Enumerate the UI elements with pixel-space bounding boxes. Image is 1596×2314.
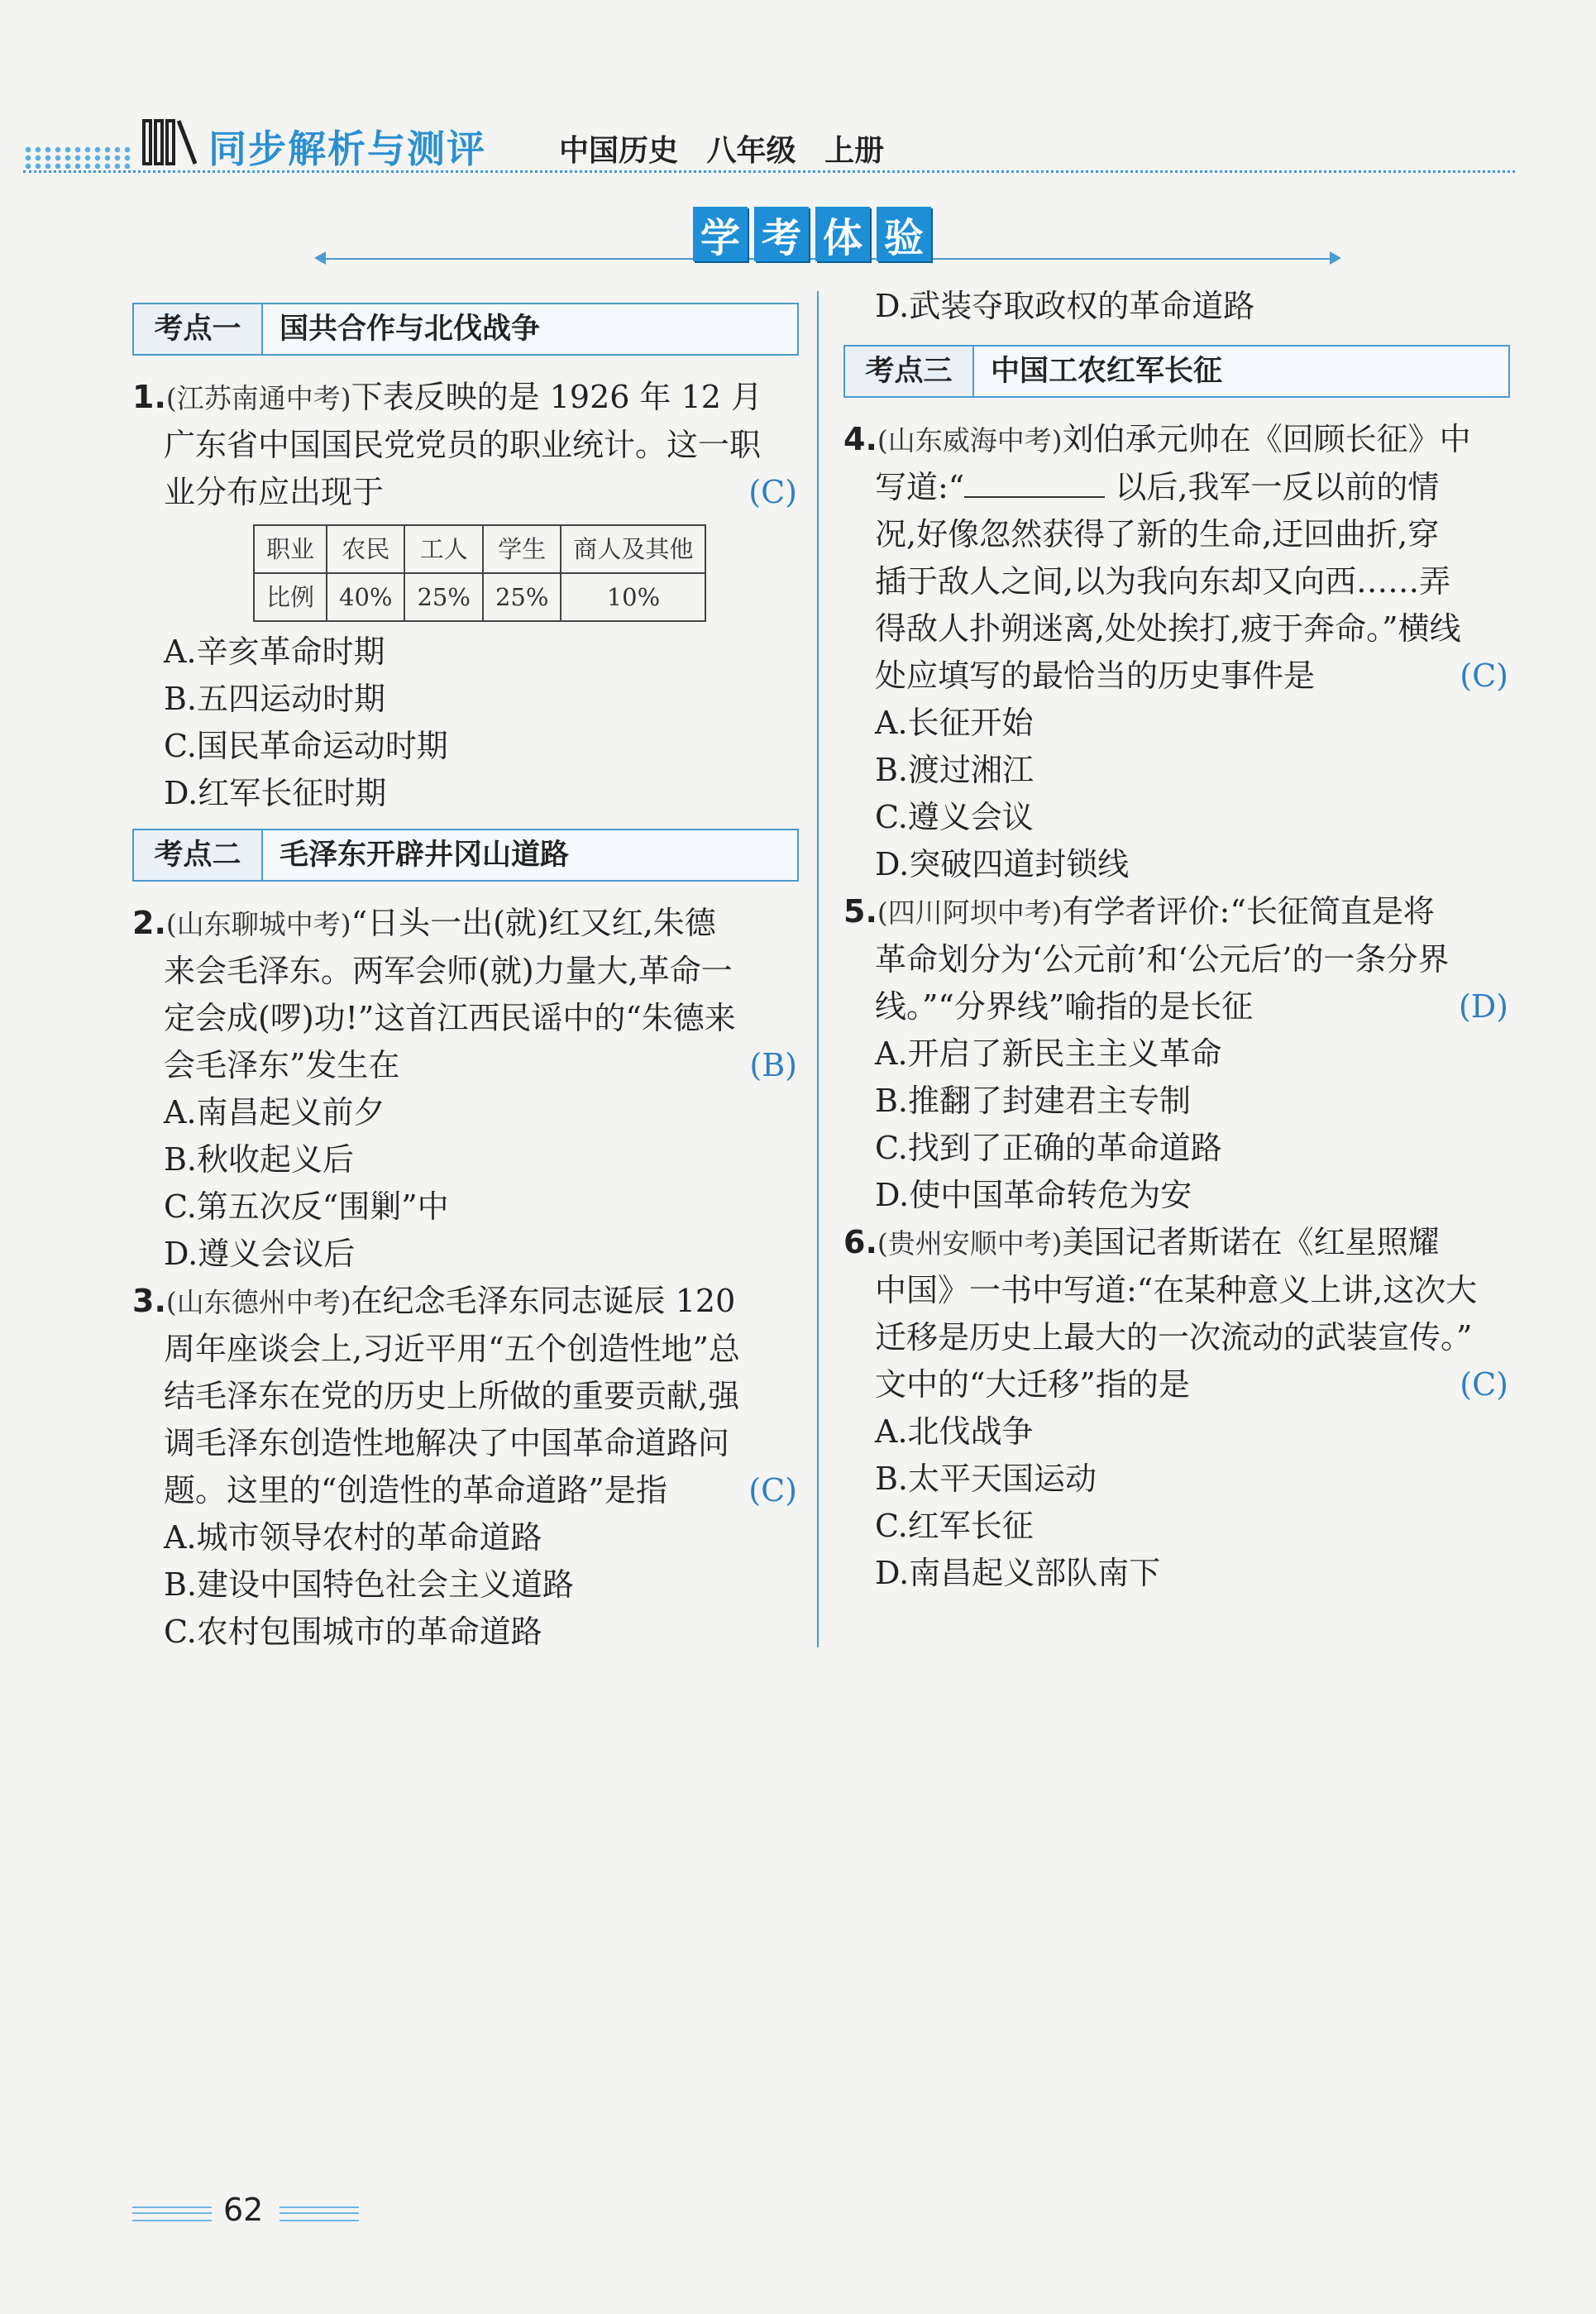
question-line: 周年座谈会上,习近平用“五个创造性地”总 (164, 1331, 740, 1367)
page-number: 62 (223, 2192, 264, 2228)
option-a: A.南昌起义前夕 (164, 1094, 385, 1131)
option-a: A.辛亥革命时期 (164, 633, 385, 670)
occupation-table (253, 524, 706, 622)
answer-mark: (C) (1460, 657, 1508, 694)
option-a: A.北伐战争 (875, 1413, 1034, 1450)
question-text: 处应填写的最恰当的历史事件是 (875, 657, 1316, 694)
keypoint-1-header (132, 303, 799, 356)
answer-mark: (C) (748, 474, 797, 510)
question-2 (132, 900, 799, 1278)
question-number: 2. (132, 905, 166, 941)
answer-mark: (C) (748, 1472, 797, 1508)
question-line: 得敌人扑朔迷离,处处挨打,疲于奔命。”横线 (875, 610, 1461, 647)
question-text: 在纪念毛泽东同志诞辰 120 (351, 1283, 736, 1319)
question-5 (843, 888, 1510, 1219)
option-d: D.武装夺取政权的革命道路 (875, 288, 1255, 324)
question-line (132, 1467, 799, 1514)
question-source: (山东德州中考) (165, 1286, 351, 1318)
keypoint-label: 考点二 (134, 830, 263, 880)
question-text: 有学者评价:“长征简直是将 (1062, 893, 1435, 930)
table-row (254, 573, 705, 621)
question-line (843, 888, 1510, 936)
option-b: B.渡过湘江 (875, 752, 1035, 788)
question-line (843, 464, 1510, 511)
banner-arrow-left-icon (314, 251, 326, 265)
header-dots-decoration (23, 146, 131, 169)
column-divider (817, 291, 819, 1647)
question-line (132, 900, 799, 948)
banner-char: 体 (815, 207, 870, 261)
question-line (132, 374, 799, 422)
question-line: 况,好像忽然获得了新的生命,迂回曲折,穿 (875, 516, 1440, 552)
banner-char: 验 (877, 207, 931, 261)
option-d: D.使中国革命转危为安 (875, 1177, 1192, 1213)
right-column (843, 283, 1510, 1597)
keypoint-3-header (843, 345, 1510, 398)
question-source: (江苏南通中考) (165, 382, 351, 414)
question-4 (843, 416, 1510, 888)
footer-rule-left (132, 2206, 212, 2221)
question-line (132, 1042, 799, 1089)
option-c: C.找到了正确的革命道路 (875, 1130, 1222, 1166)
question-number: 4. (843, 421, 877, 457)
question-text: 以后,我军一反以前的情 (1115, 469, 1440, 505)
table-header-cell: 职业 (254, 525, 327, 573)
question-line (843, 653, 1510, 700)
question-number: 1. (132, 379, 166, 415)
keypoint-title: 毛泽东开辟井冈山道路 (280, 838, 570, 872)
option-b: B.秋收起义后 (164, 1141, 355, 1178)
section-banner (693, 207, 931, 261)
question-number: 3. (132, 1283, 166, 1319)
question-text: 会毛泽东”发生在 (164, 1047, 400, 1083)
option-b: B.太平天国运动 (875, 1461, 1097, 1497)
option-c: C.农村包围城市的革命道路 (164, 1614, 542, 1650)
table-header-cell: 学生 (483, 525, 561, 573)
question-line: 革命划分为‘公元前’和‘公元后’的一条分界 (875, 941, 1450, 978)
series-title: 同步解析与测评 (208, 127, 486, 171)
footer-rule-left-mid (132, 2212, 212, 2214)
table-cell: 40% (327, 573, 404, 621)
banner-char: 学 (693, 207, 748, 261)
question-line: 调毛泽东创造性地解决了中国革命道路问 (164, 1425, 730, 1461)
keypoint-title: 中国工农红军长征 (991, 354, 1223, 388)
question-text: 写道:“ (875, 469, 965, 505)
question-line (843, 1219, 1510, 1267)
question-1 (132, 374, 799, 817)
question-line: 广东省中国国民党党员的职业统计。这一职 (164, 427, 762, 463)
question-3 (132, 1278, 799, 1656)
table-header-cell: 商人及其他 (561, 525, 705, 573)
question-line: 结毛泽东在党的历史上所做的重要贡献,强 (164, 1378, 740, 1414)
keypoint-title: 国共合作与北伐战争 (280, 312, 541, 346)
question-line: 迁移是历史上最大的一次流动的武装宣传。” (875, 1319, 1473, 1355)
question-text: 业分布应出现于 (164, 474, 385, 510)
keypoint-2-header (132, 829, 799, 882)
question-text: 美国记者斯诺在《红星照耀 (1062, 1224, 1440, 1260)
subject-info: 中国历史 八年级 上册 (559, 134, 885, 168)
question-text: 刘伯承元帅在《回顾长征》中 (1062, 421, 1471, 457)
question-text: 下表反映的是 1926 年 12 月 (351, 379, 763, 415)
answer-mark: (C) (1460, 1366, 1508, 1403)
option-c: C.红军长征 (875, 1508, 1034, 1544)
banner-char: 考 (754, 207, 809, 261)
option-c: C.遵义会议 (875, 799, 1034, 835)
question-number: 5. (843, 893, 877, 930)
question-text: 题。这里的“创造性的革命道路”是指 (164, 1472, 667, 1508)
question-text: 线。”“分界线”喻指的是长征 (875, 988, 1254, 1025)
option-a: A.城市领导农村的革命道路 (164, 1519, 542, 1556)
answer-mark: (D) (1458, 988, 1508, 1025)
question-source: (四川阿坝中考) (877, 896, 1063, 929)
option-b: B.推翻了封建君主专制 (875, 1083, 1192, 1119)
table-header-cell: 工人 (404, 525, 482, 573)
question-source: (山东威海中考) (877, 424, 1063, 457)
table-cell: 25% (404, 573, 482, 621)
option-d: D.南昌起义部队南下 (875, 1555, 1161, 1591)
question-source: (贵州安顺中考) (877, 1227, 1063, 1260)
option-c: C.第五次反“围剿”中 (164, 1188, 449, 1225)
option-d: D.突破四道封锁线 (875, 846, 1130, 882)
question-line (132, 1278, 799, 1326)
keypoint-label: 考点三 (845, 347, 974, 396)
question-line: 中国》一书中写道:“在某种意义上讲,这次大 (875, 1272, 1478, 1308)
option-d: D.遵义会议后 (164, 1236, 356, 1272)
option-d: D.红军长征时期 (164, 775, 387, 811)
header-rule (23, 170, 1515, 173)
footer-rule-right-mid (280, 2212, 359, 2214)
table-header-cell: 农民 (327, 525, 404, 573)
table-cell: 25% (483, 573, 561, 621)
answer-mark: (B) (749, 1047, 797, 1083)
table-cell: 比例 (254, 573, 327, 621)
question-line: 插于敌人之间,以为我向东却又向西……弄 (875, 563, 1451, 600)
banner-arrow-right-icon (1330, 251, 1341, 265)
question-line: 来会毛泽东。两军会师(就)力量大,革命一 (164, 953, 733, 989)
question-6 (843, 1219, 1510, 1597)
option-a: A.长征开始 (875, 705, 1034, 741)
books-logo-icon (141, 116, 200, 169)
option-b: B.建设中国特色社会主义道路 (164, 1566, 575, 1603)
question-number: 6. (843, 1224, 877, 1260)
option-a: A.开启了新民主主义革命 (875, 1035, 1222, 1072)
question-text: “日头一出(就)红又红,朱德 (351, 905, 716, 941)
option-b: B.五四运动时期 (164, 681, 386, 717)
table-cell: 10% (561, 573, 705, 621)
table-row (254, 525, 705, 573)
question-line: 定会成(啰)功!”这首江西民谣中的“朱德来 (164, 1000, 736, 1036)
question-source: (山东聊城中考) (165, 908, 351, 940)
keypoint-label: 考点一 (134, 304, 263, 354)
option-c: C.国民革命运动时期 (164, 728, 448, 764)
question-line (843, 416, 1510, 464)
question-text: 文中的“大迁移”指的是 (875, 1366, 1190, 1403)
footer-rule-right (280, 2206, 359, 2221)
left-column (132, 303, 799, 1656)
fill-blank (964, 468, 1105, 498)
question-line (843, 983, 1510, 1030)
question-line (843, 1361, 1510, 1408)
question-line (132, 469, 799, 516)
